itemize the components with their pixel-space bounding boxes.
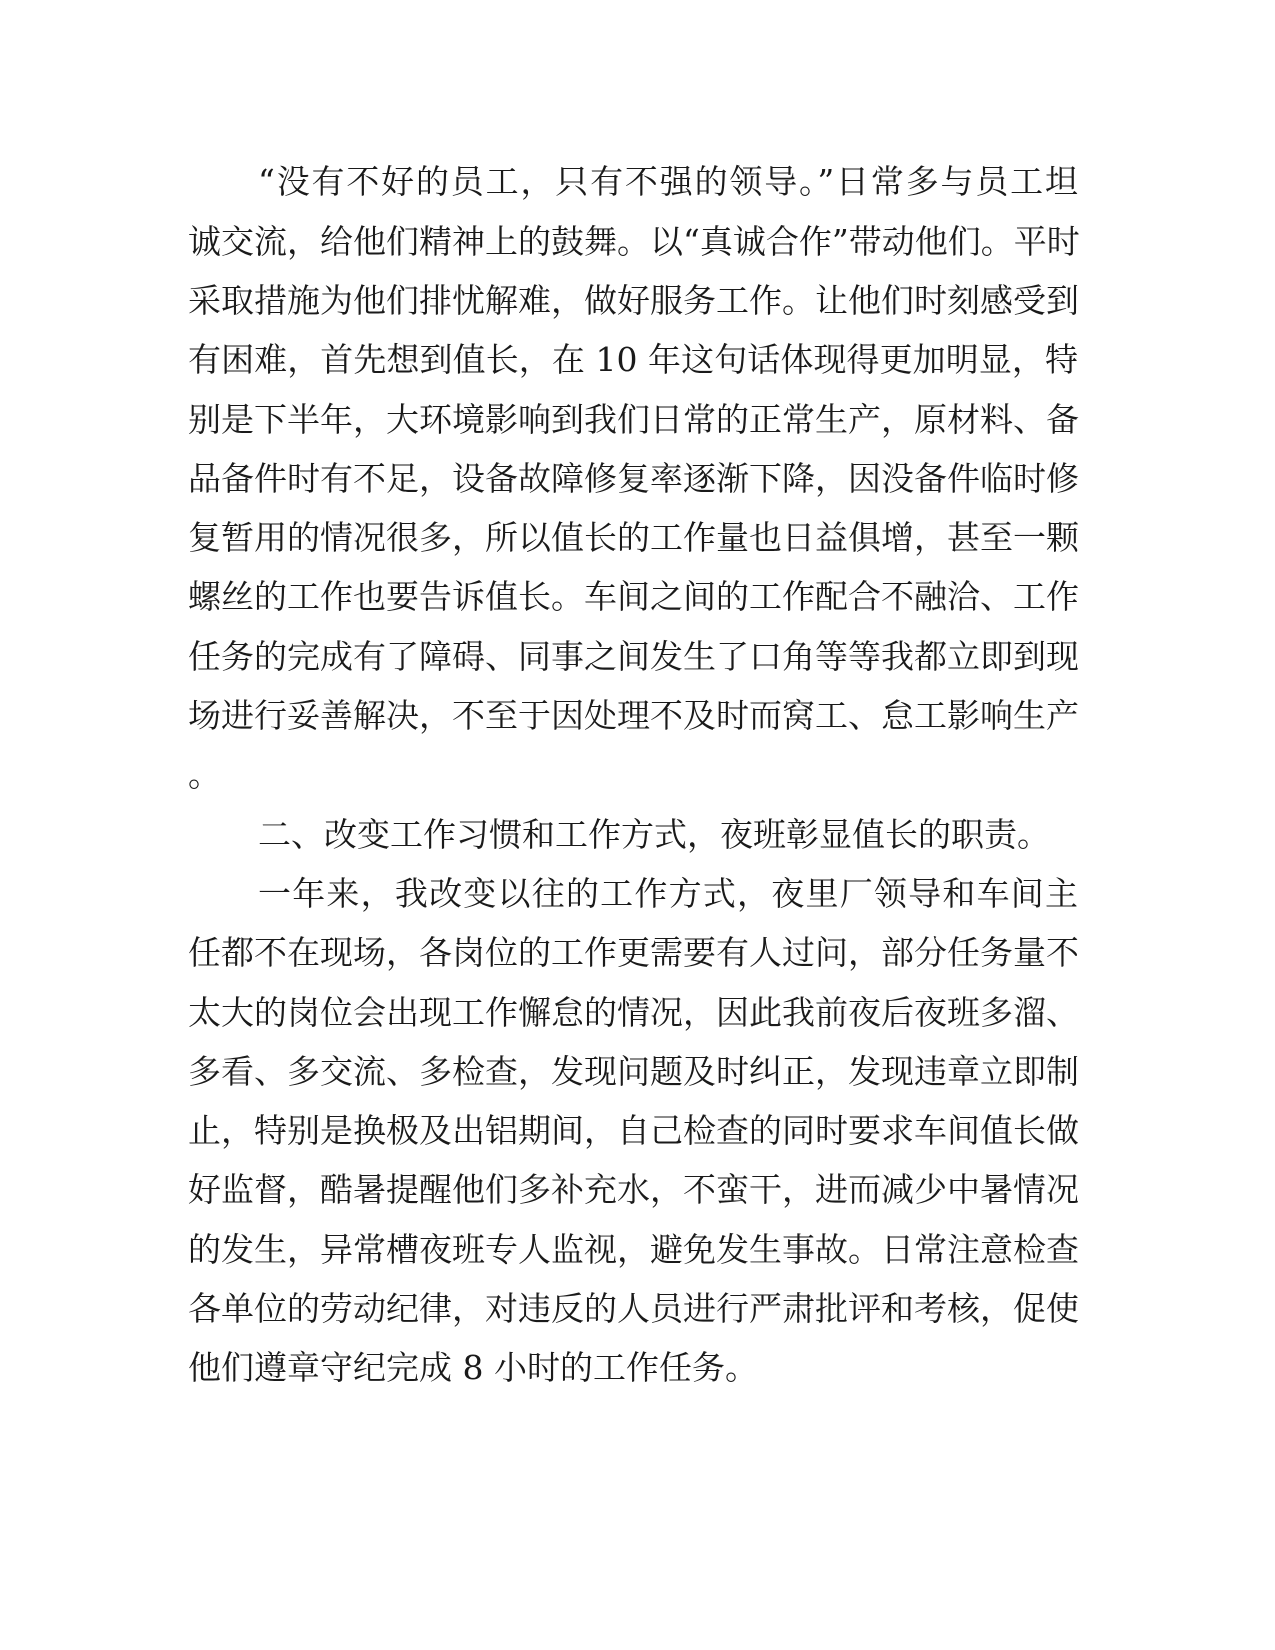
text-line: 螺丝的工作也要告诉值长。车间之间的工作配合不融洽、工作 bbox=[188, 577, 1079, 616]
text-line: 别是下半年，大环境影响到我们日常的正常生产，原材料、备 bbox=[188, 400, 1079, 439]
text-line: 他们遵章守纪完成 8 小时的工作任务。 bbox=[188, 1348, 758, 1387]
text-line: 太大的岗位会出现工作懈怠的情况，因此我前夜后夜班多溜、 bbox=[188, 993, 1079, 1032]
text-line: 各单位的劳动纪律，对违反的人员进行严肃批评和考核，促使 bbox=[188, 1289, 1079, 1328]
text-line: 复暂用的情况很多，所以值长的工作量也日益俱增，甚至一颗 bbox=[188, 518, 1079, 557]
text-line: 诚交流，给他们精神上的鼓舞。以“真诚合作”带动他们。平时 bbox=[188, 222, 1080, 261]
text-line: 场进行妥善解决，不至于因处理不及时而窝工、怠工影响生产 bbox=[188, 696, 1079, 735]
text-line: 好监督，酷暑提醒他们多补充水，不蛮干，进而减少中暑情况 bbox=[188, 1170, 1079, 1209]
text-line: 有困难，首先想到值长，在 10 年这句话体现得更加明显，特 bbox=[188, 340, 1078, 379]
text-line: 任都不在现场，各岗位的工作更需要有人过问，部分任务量不 bbox=[188, 933, 1079, 972]
text-line: 止，特别是换极及出铝期间，自己检查的同时要求车间值长做 bbox=[188, 1111, 1079, 1150]
section-heading: 二、改变工作习惯和工作方式，夜班彰显值长的职责。 bbox=[258, 815, 1050, 854]
text-line: 。 bbox=[188, 755, 221, 794]
text-line: 的发生，异常槽夜班专人监视，避免发生事故。日常注意检查 bbox=[188, 1230, 1079, 1269]
text-line: 采取措施为他们排忧解难，做好服务工作。让他们时刻感受到 bbox=[188, 281, 1079, 320]
text-line: 一年来，我改变以往的工作方式，夜里厂领导和车间主 bbox=[258, 874, 1078, 913]
text-line: 任务的完成有了障碍、同事之间发生了口角等等我都立即到现 bbox=[188, 637, 1079, 676]
text-line: 品备件时有不足，设备故障修复率逐渐下降，因没备件临时修 bbox=[188, 459, 1079, 498]
text-line: “没有不好的员工，只有不强的领导。”日常多与员工坦 bbox=[258, 162, 1078, 201]
text-line: 多看、多交流、多检查，发现问题及时纠正，发现违章立即制 bbox=[188, 1052, 1079, 1091]
